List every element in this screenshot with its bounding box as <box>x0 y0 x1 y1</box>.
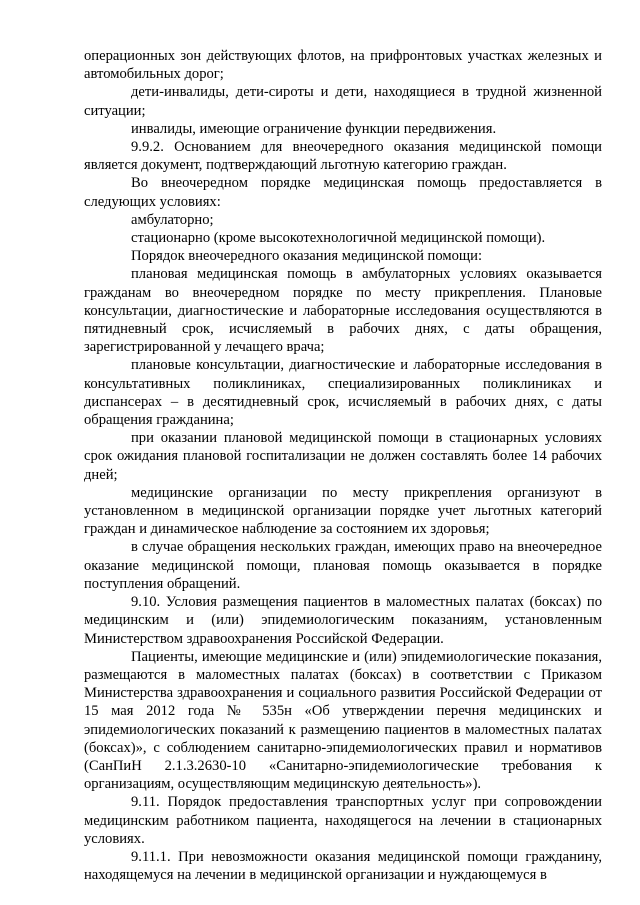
paragraph-13: в случае обращения нескольких граждан, имеющих право на внеочередное оказание медицинской помощи, плановая помощь оказывается в порядке поступления обращений. <box>84 539 602 592</box>
paragraph-4: 9.9.2. Основанием для внеочередного оказания медицинской помощи является документ, подтверждающий льготную категорию граждан. <box>84 139 602 174</box>
paragraph-9: плановая медицинская помощь в амбулаторных условиях оказывается гражданам во внеочередном порядке по месту прикрепления. Плановые консультации, диагностические и лабораторные исследования осуществляются в пятидневный срок, исчисляемый в рабочих днях, с даты обращения, зарегистрированной у лечащего врача; <box>84 266 602 356</box>
paragraph-15: Пациенты, имеющие медицинские и (или) эпидемиологические показания, размещаются в маломестных палатах (боксах) в соответствии с Приказом Министерства здравоохранения и социального развития Российской Федерации от 15 мая 2012 года № 535н «Об утверждении перечня медицинских и эпидемиологических показаний к размещению пациентов в маломестных палатах (боксах)», с соблюдением санитарно-эпидемиологических правил и нормативов (СанПиН 2.1.3.2630-10 «Санитарно-эпидемиологические требования к организациям, осуществляющим медицинскую деятельность»). <box>84 648 602 793</box>
paragraph-2: дети-инвалиды, дети-сироты и дети, находящиеся в трудной жизненной ситуации; <box>84 84 602 119</box>
paragraph-6: амбулаторно; <box>131 211 214 228</box>
paragraph-14: 9.10. Условия размещения пациентов в маломестных палатах (боксах) по медицинским и (или) эпидемиологическим показаниям, установленным Министерством здравоохранения Российской Федерации. <box>84 594 602 647</box>
paragraph-11: при оказании плановой медицинской помощи в стационарных условиях срок ожидания плановой госпитализации не должен составлять более 14 рабочих дней; <box>84 430 602 483</box>
paragraph-17: 9.11.1. При невозможности оказания медицинской помощи гражданину, находящемуся на лечении в медицинской организации и нуждающемуся в <box>84 848 602 884</box>
paragraph-1: операционных зон действующих флотов, на прифронтовых участках железных и автомобильных дорог; <box>84 48 602 83</box>
paragraph-10: плановые консультации, диагностические и лабораторные исследования в консультативных поликлиниках, специализированных поликлиниках и диспансерах – в десятидневный срок, исчисляемый в рабочих днях, с даты обращения гражданина; <box>84 357 602 429</box>
paragraph-16: 9.11. Порядок предоставления транспортных услуг при сопровождении медицинским работником пациента, находящегося на лечении в стационарных условиях. <box>84 794 602 847</box>
paragraph-3: инвалиды, имеющие ограничение функции передвижения. <box>131 120 497 137</box>
paragraph-12: медицинские организации по месту прикрепления организуют в установленном в медицинской организации порядке учет льготных категорий граждан и динамическое наблюдение за состоянием их здоровья; <box>84 484 602 538</box>
paragraph-8: Порядок внеочередного оказания медицинской помощи: <box>131 248 482 265</box>
paragraph-7: стационарно (кроме высокотехнологичной медицинской помощи). <box>131 230 546 247</box>
paragraph-5: Во внеочередном порядке медицинская помощь предоставляется в следующих условиях: <box>84 175 602 210</box>
